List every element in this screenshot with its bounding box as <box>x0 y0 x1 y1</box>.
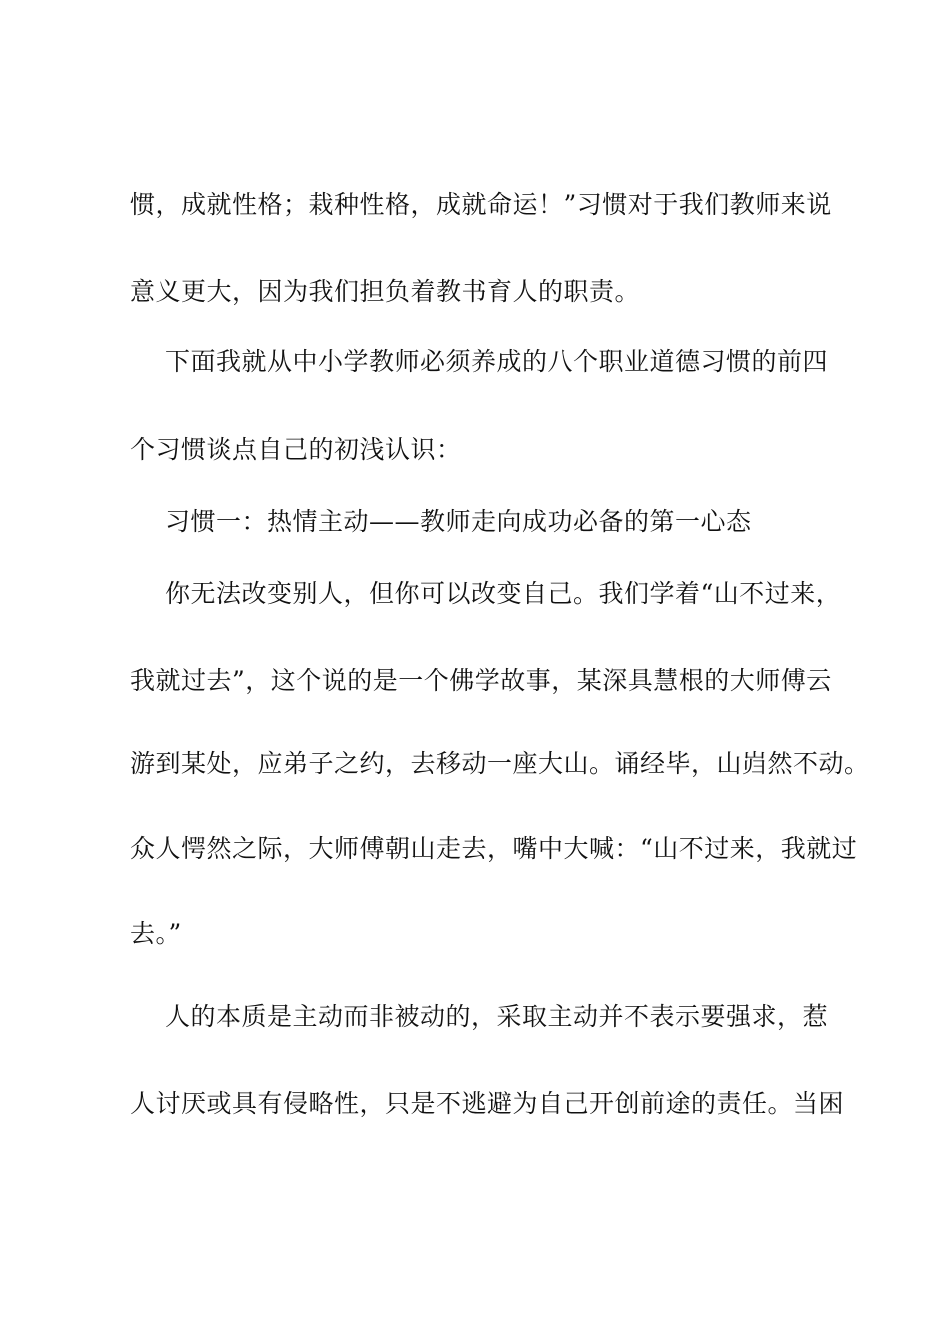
text-line-6: 你无法改变别人，但你可以改变自己。我们学着“山不过来， <box>165 579 842 608</box>
text-line-4: 个习惯谈点自己的初浅认识： <box>130 435 462 464</box>
text-line-3: 下面我就从中小学教师必须养成的八个职业道德习惯的前四 <box>165 347 829 376</box>
text-line-1: 惯，成就性格；栽种性格，成就命运！”习惯对于我们教师来说 <box>130 190 832 219</box>
text-line-10: 去。” <box>130 919 182 948</box>
text-line-2: 意义更大，因为我们担负着教书育人的职责。 <box>130 277 641 306</box>
text-line-7: 我就过去”，这个说的是一个佛学故事，某深具慧根的大师傅云 <box>130 666 832 695</box>
text-line-9: 众人愕然之际，大师傅朝山走去，嘴中大喊：“山不过来，我就过 <box>130 834 858 863</box>
section-heading: 习惯一：热情主动——教师走向成功必备的第一心态 <box>165 507 752 536</box>
text-line-12: 人讨厌或具有侵略性，只是不逃避为自己开创前途的责任。当困 <box>130 1089 845 1118</box>
text-line-8: 游到某处，应弟子之约，去移动一座大山。诵经毕，山岿然不动。 <box>130 749 870 778</box>
text-line-11: 人的本质是主动而非被动的，采取主动并不表示要强求，惹 <box>165 1002 829 1031</box>
